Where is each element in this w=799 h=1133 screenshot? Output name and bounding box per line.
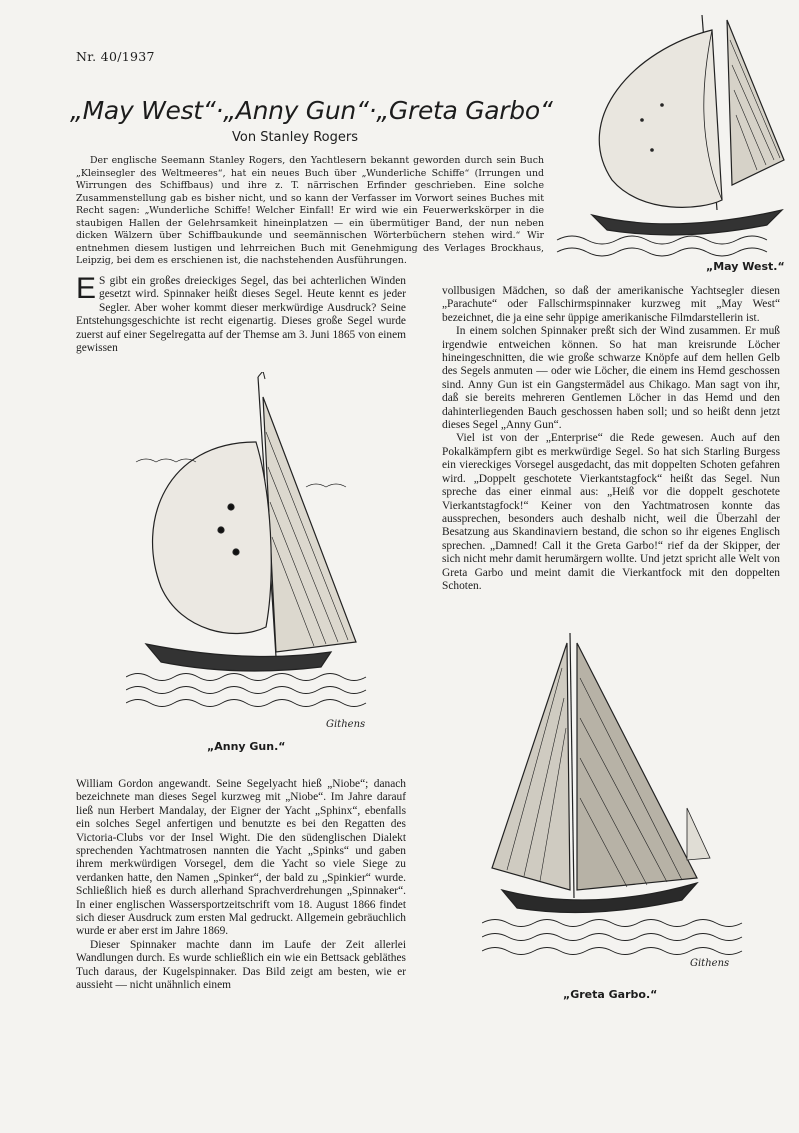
greta-garbo-signature: Githens [690,958,730,969]
anny-gun-caption: „Anny Gun.“ [207,740,286,753]
paragraph-gordon: William Gordon angewandt. Seine Segelyacht hieß „Niobe“; danach bezeichnete man dieses Segel kurzweg mit „Niobe“. Im Jahre darauf ließ nun Herbert Mandalay, der Eigner der Yacht „Sphinx“, ebenfalls ein solches Segel anfertigen und benutzte es bei den Regatten des Victoria-Clubs vor der Insel Wight. Die den südenglischen Dialekt sprechenden Yachtmatrosen nannten die Yacht „Spinks“ und gaben ihrem merkwürdigen Vorsegel, dem die Yacht so viele Siege zu verdanken hatte, den Namen „Spinker“, der bald zu „Spinkier“ wurde. Schließlich hieß es durch allerhand Sprachverdrehungen „Spinnaker“. In einer englischen Wassersportzeitschrift vom 18. August 1866 findet sich dieser Ausdruck zum ersten Mal gedruckt. Allgemein gebräuchlich wurde er aber erst im Jahre 1869. [76,778,406,938]
article-intro: Der englische Seemann Stanley Rogers, den Yachtlesern bekannt geworden durch sein Buch „Kleinsegler des Weltmeeres“, hat ein neues Buch über „Wunderliche Schiffe“ (Irrungen und Wirrungen des Schiffbaus) und ihre z. T. närrischen Erfinder geschrieben. Eine solche Zusammenstellung gab es bisher nicht, und so kann der Verfasser im Vorwort seines Buches mit Recht sagen: „Wunderliche Schiffe! Welcher Einfall! Er wird wie ein Feuerwerkskörper in die staubigen Hallen der Gelehrsamkeit hineinplatzen — ein übermütiger Band, der nun neben dicken Wälzern über Schiffbaukunde und seemännischen Wörterbüchern stehen wird.“ Wir entnehmen diesem lustigen und lehrreichen Buch mit Genehmigung des Verlages Brockhaus, Leipzig, bei dem es erschienen ist, die nachstehenden Ausführungen. [76,155,544,266]
paragraph-may-west: vollbusigen Mädchen, so daß der amerikanische Yachtsegler diesen „Parachute“ oder Fallschirmspinnaker kurzweg mit „May West“ bezeichnet, die ja eine sehr üppige amerikanische Filmdarstellerin ist. [442,285,780,324]
right-column [442,285,780,593]
may-west-caption: „May West.“ [706,260,785,273]
paragraph-greta-garbo: Viel ist von der „Enterprise“ die Rede gewesen. Auch auf den Pokalkämpfern gibt es merkwürdige Segel. So hat sich Starling Burgess ein viereckiges Vorsegel ausgedacht, das mit doppelten Schoten gefahren wird. „Doppelt geschotete Vierkantstagfock“ heißt das Segel. Nun spreche das einer einmal aus: „Heiß vor die doppelt geschotete Vierkantstagfock!“ Keiner von den Yachtmatrosen konnte das aussprechen, besonders auch deshalb nicht, weil die Überzahl der Besatzung aus Skandinaviern bestand, die schon so ihr eigenes Englisch sprechen. „Damned! Call it the Greta Garbo!“ rief da der Skipper, der sich nicht mehr damit herumärgern wollte. Und jetzt spricht alle Welt von Greta Garbo und meint damit die Vierkantfock mit den doppelten Schoten. [442,432,780,592]
left-column-top [76,272,406,355]
greta-garbo-illustration [482,628,744,984]
paragraph-anny-gun: In einem solchen Spinnaker preßt sich der Wind zusammen. Er muß irgendwie entweichen können. So hat man kreisrunde Löcher hineingeschnitten, die wie große schwarze Knöpfe auf dem hellen Gelb des Segels anmuten — oder wie Löcher, die einem ins Hemd geschossen sind. Anny Gun ist ein Gangstermädel aus Chikago. Man sagt von ihr, daß sie bereits mehreren Gentlemen Löcher in das Hemd und den dahinterliegenden Bauch geschossen haben soll; und so heißt denn jetzt dieses Segel „Anny Gun“. [442,325,780,432]
drop-cap: E [76,272,97,305]
paragraph-wandlungen: Dieser Spinnaker machte dann im Laufe der Zeit allerlei Wandlungen durch. Es wurde schließlich ein wie ein Bettsack gebläthes Tuch daraus, der Kugelspinnaker. Das Bild zeigt am besten, wie er aussieht — nicht unähnlich einem [76,938,406,992]
anny-gun-signature: Githens [326,719,366,730]
article-byline: Von Stanley Rogers [232,130,358,145]
opening-paragraph [76,272,406,355]
greta-garbo-caption: „Greta Garbo.“ [563,988,658,1001]
issue-number: Nr. 40/1937 [76,49,155,64]
left-column-bottom [76,778,406,993]
article-title: „May West“·„Anny Gun“·„Greta Garbo“ [70,96,553,125]
may-west-illustration [552,10,792,262]
opening-text: S gibt ein großes dreieckiges Segel, das bei achterlichen Winden gesetzt wird. Spinnaker heißt dieses Segel. Heute kennt es jeder Segler. Aber woher kommt dieser merkwürdige Ausdruck? Seine Entstehungsgeschichte ist recht eigenartig. Dieses große Segel wurde zuerst auf einer Segelregatta auf der Themse am 3. Juni 1865 von einem gewissen [76,275,406,355]
anny-gun-illustration [126,372,384,742]
